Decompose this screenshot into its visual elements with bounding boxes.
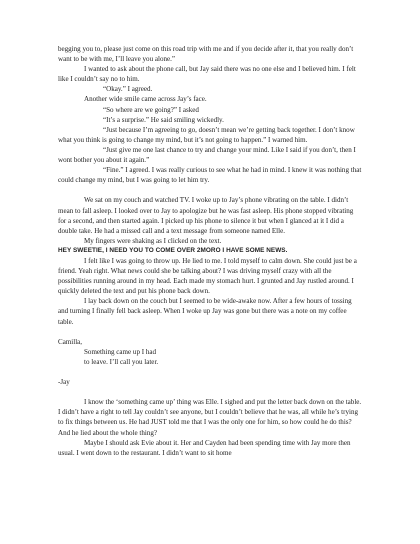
dialogue-line: “Okay.” I agreed. [103, 85, 153, 94]
dialogue-line: “It’s a surprise.” He said smiling wickedly. [103, 115, 224, 124]
dialogue-line: “So where are we going?” I asked [103, 105, 199, 114]
section-break [58, 185, 362, 195]
dialogue-paragraph: “Just give me one last chance to try and change your mind. Like I said if you don’t, then I wont bother you about it again.” [58, 145, 356, 165]
note-signature: -Jay [58, 378, 70, 387]
section-break [58, 387, 362, 397]
paragraph: I wanted to ask about the phone call, but Jay said there was no one else and I believed him. I felt like I couldn’t say no to him. [58, 65, 356, 84]
paragraph: I know the ‘something came up’ thing was Elle. I sighed and put the letter back down on the table. I didn’t have a right to tell Jay couldn’t see anyone, but I couldn’t believe that he was, all while he’s trying to fix things between us. He had JUST told me that I was the only one for him, so how could he do this? And he lied about the whole thing? [58, 398, 362, 437]
note-salutation: Camilla, [58, 337, 83, 346]
paragraph: Maybe I should ask Evie about it. Her and Cayden had been spending time with Jay more then usual. I went down to the restaurant. I didn’t want to sit home [58, 438, 351, 457]
dialogue-paragraph: “Just because I’m agreeing to go, doesn’t mean we’re getting back together. I don’t know what you think is going to change my mind, but it’s not going to happen.” I warned him. [58, 125, 355, 144]
section-break [58, 327, 362, 337]
section-break [58, 367, 362, 377]
paragraph: Another wide smile came across Jay’s face. [84, 95, 207, 104]
text-message: HEY SWEETIE, I NEED YOU TO COME OVER 2MORO I HAVE SOME NEWS. [58, 246, 288, 254]
paragraph: My fingers were shaking as I clicked on the text. [84, 236, 222, 245]
paragraph: begging you to, please just come on this road trip with me and if you decide after it, that you really don’t want to be with me, I’ll leave you alone.” [58, 45, 354, 64]
note-line: to leave. I’ll call you later. [84, 357, 159, 366]
paragraph: We sat on my couch and watched TV. I woke up to Jay’s phone vibrating on the table. I didn’t mean to fall asleep. I looked over to Jay to apologize but he was fast asleep. His phone stopped vibrating for a second, and then started again. I picked up his phone to silence it but when I glanced at it I did a double take. He had a missed call and a text message from someone named Elle. [58, 196, 354, 235]
note-line: Something came up I had [84, 347, 157, 356]
paragraph: I lay back down on the couch but I seemed to be wide-awake now. After a few hours of tossing and turning I finally fell back asleep. When I woke up Jay was gone but there was a note on my coffee table. [58, 297, 352, 326]
dialogue-paragraph: “Fine.” I agreed. I was really curious to see what he had in mind. I knew it was nothing that could change my mind, but I was going to let him try. [58, 166, 362, 185]
paragraph: I felt like I was going to throw up. He lied to me. I told myself to calm down. She could just be a friend. Yeah right. What news could she be talking about? I was driving myself crazy with all the possibilities running around in my head. Each made my stomach hurt. I grunted and Jay rustled around. I quickly deleted the text and put his phone back down. [58, 256, 357, 296]
